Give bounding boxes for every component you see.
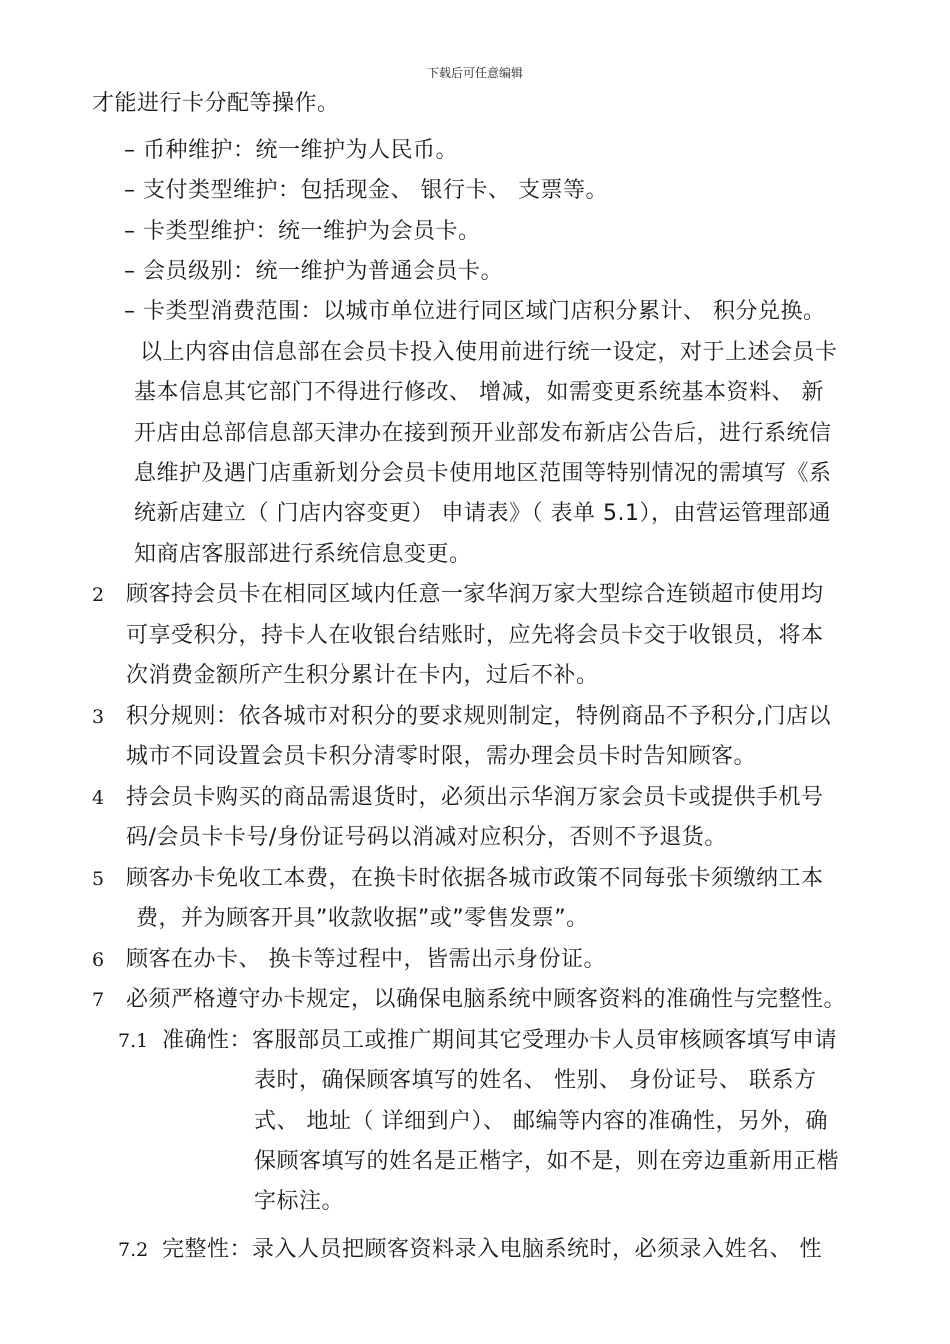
text-line: 积分规则：依各城市对积分的要求规则制定，特例商品不予积分,门店以 — [126, 704, 831, 729]
text-line: 准确性：客服部员工或推广期间其它受理办卡人员审核顾客填写申请 — [162, 1028, 838, 1053]
text-line: 持会员卡购买的商品需退货时，必须出示华润万家会员卡或提供手机号 — [126, 785, 824, 810]
text-line: 保顾客填写的姓名是正楷字，如不是，则在旁边重新用正楷 — [254, 1149, 840, 1174]
dash-item: – 卡类型消费范围：以城市单位进行同区域门店积分累计、 积分兑换。 — [124, 299, 826, 324]
text-line: 次消费金额所产生积分累计在卡内，过后不补。 — [126, 663, 599, 688]
item-number: 6 — [92, 949, 105, 971]
text-line: 必须严格遵守办卡规定，以确保电脑系统中顾客资料的准确性与完整性。 — [126, 987, 847, 1012]
text-line: 顾客持会员卡在相同区域内任意一家华润万家大型综合连锁超市使用均 — [126, 582, 824, 607]
text-line: 才能进行卡分配等操作。 — [92, 91, 340, 116]
text-line: 城市不同设置会员卡积分清零时限，需办理会员卡时告知顾客。 — [126, 744, 757, 769]
text-line: 以上内容由信息部在会员卡投入使用前进行统一设定，对于上述会员卡 — [140, 340, 838, 365]
dash-item: – 会员级别：统一维护为普通会员卡。 — [124, 259, 503, 284]
text-line: 知商店客服部进行系统信息变更。 — [134, 542, 472, 567]
text-line: 式、 地址（ 详细到户）、 邮编等内容的准确性，另外，确 — [254, 1109, 828, 1134]
text-line: 顾客办卡免收工本费，在换卡时依据各城市政策不同每张卡须缴纳工本 — [126, 866, 824, 891]
text-line: 可享受积分，持卡人在收银台结账时，应先将会员卡交于收银员，将本 — [126, 623, 824, 648]
text-line: 基本信息其它部门不得进行修改、 增减，如需变更系统基本资料、 新 — [134, 380, 824, 405]
item-number: 7.2 — [118, 1239, 149, 1261]
text-line: 顾客在办卡、 换卡等过程中，皆需出示身份证。 — [126, 947, 606, 972]
text-line: 开店由总部信息部天津办在接到预开业部发布新店公告后，进行系统信 — [134, 421, 832, 446]
dash-item: – 币种维护：统一维护为人民币。 — [124, 138, 458, 163]
text-line: 息维护及遇门店重新划分会员卡使用地区范围等特别情况的需填写《系 — [134, 461, 832, 486]
dash-item: – 卡类型维护：统一维护为会员卡。 — [124, 219, 481, 244]
item-number: 7 — [92, 989, 105, 1011]
item-number: 2 — [92, 584, 105, 606]
text-line: 码/会员卡卡号/身份证号码以消减对应积分，否则不予退货。 — [126, 825, 727, 850]
item-number: 4 — [92, 787, 105, 809]
item-number: 3 — [92, 706, 105, 728]
text-line: 表时，确保顾客填写的姓名、 性别、 身份证号、 联系方 — [254, 1068, 817, 1093]
text-line: 统新店建立（ 门店内容变更） 申请表》（ 表单 5.1），由营运管理部通 — [134, 501, 831, 526]
page-header: 下载后可任意编辑 — [426, 66, 523, 80]
item-number: 5 — [92, 868, 105, 890]
text-line: 完整性：录入人员把顾客资料录入电脑系统时，必须录入姓名、 性 — [162, 1237, 822, 1262]
text-line: 字标注。 — [254, 1189, 345, 1214]
dash-item: – 支付类型维护：包括现金、 银行卡、 支票等。 — [124, 178, 608, 203]
text-line: 费，并为顾客开具”收款收据”或”零售发票”。 — [136, 906, 589, 931]
item-number: 7.1 — [118, 1030, 149, 1052]
